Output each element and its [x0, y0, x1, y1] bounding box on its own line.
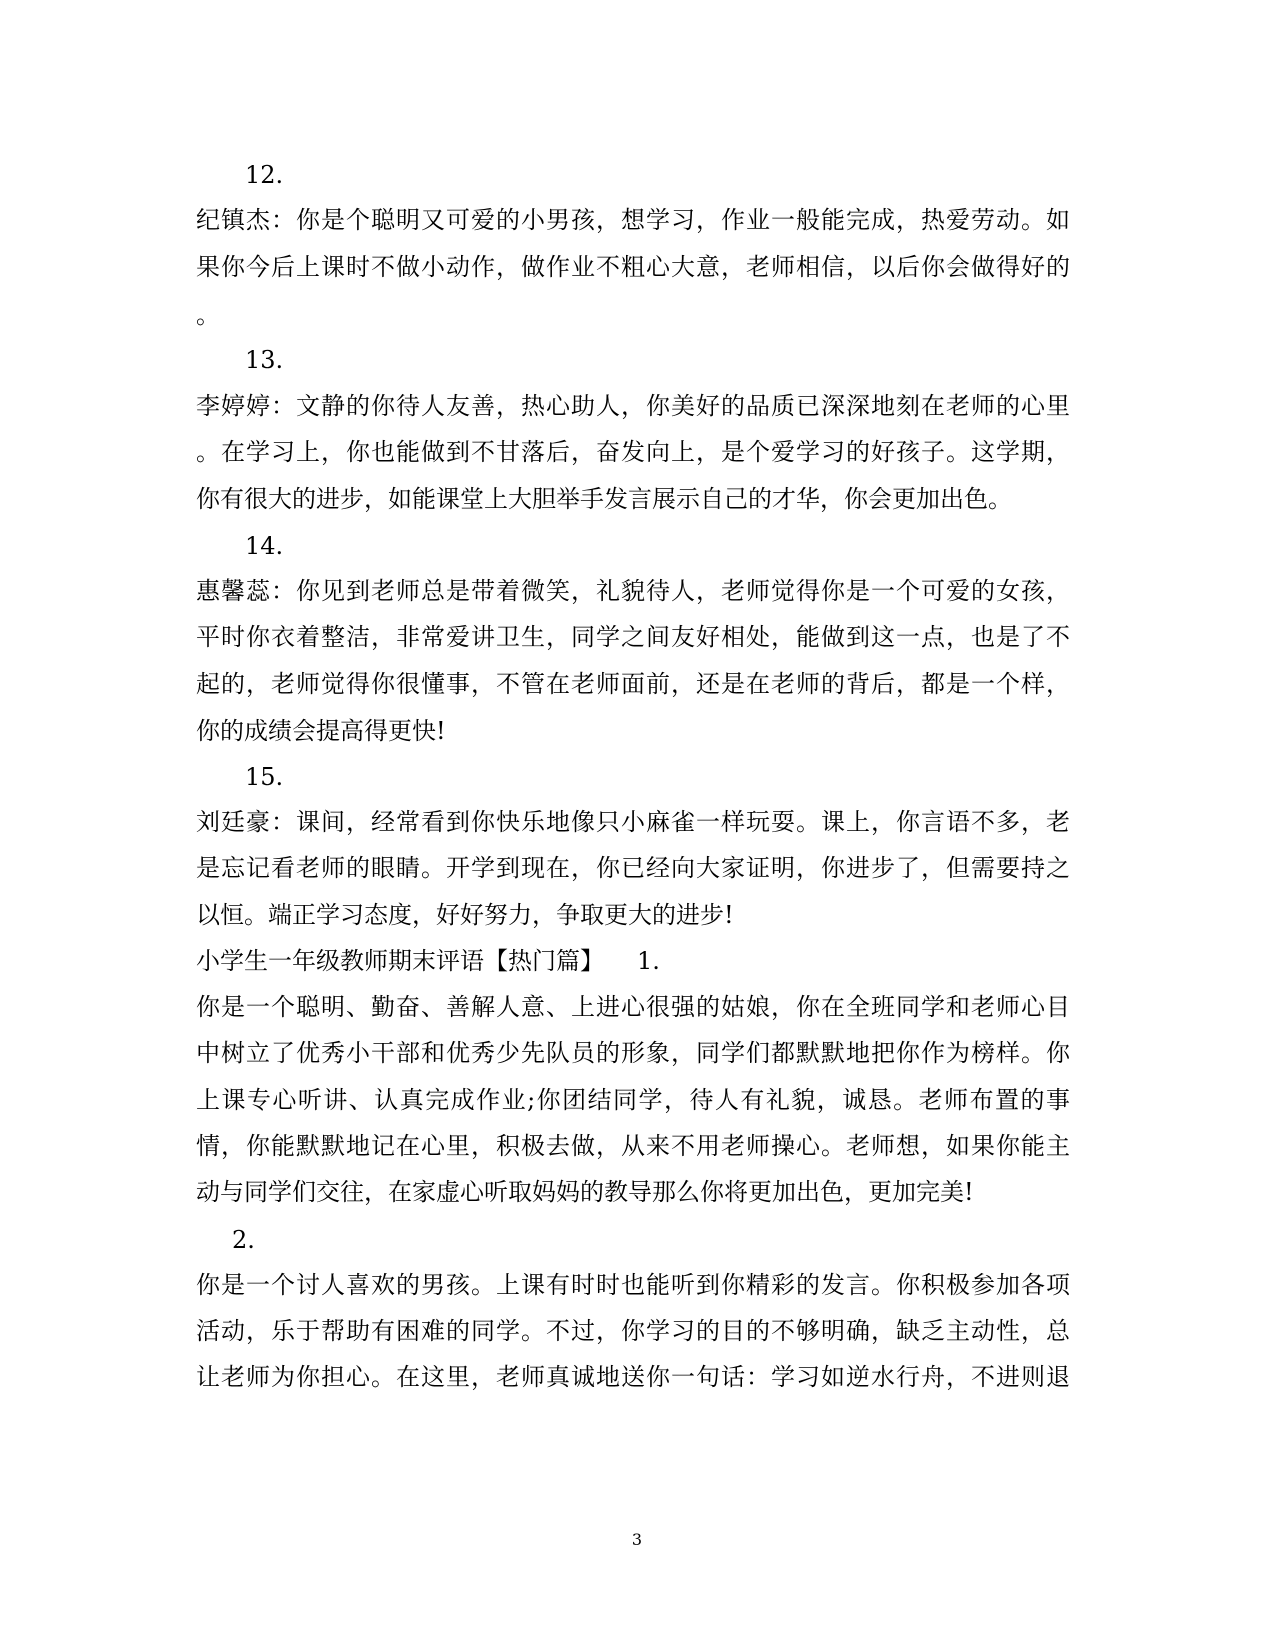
paragraph-line: 活动，乐于帮助有困难的同学。不过，你学习的目的不够明确，缺乏主动性，总 [196, 1317, 1070, 1345]
paragraph-line: 你的成绩会提高得更快! [196, 717, 446, 745]
paragraph-line: 情，你能默默地记在心里，积极去做，从来不用老师操心。老师想，如果你能主 [196, 1132, 1070, 1160]
paragraph-line: 。在学习上，你也能做到不甘落后，奋发向上，是个爱学习的好孩子。这学期， [196, 438, 1070, 466]
paragraph-line: 你有很大的进步，如能课堂上大胆举手发言展示自己的才华，你会更加出色。 [196, 485, 1012, 513]
paragraph-line: 果你今后上课时不做小动作，做作业不粗心大意，老师相信，以后你会做得好的 [196, 253, 1070, 281]
section-heading: 小学生一年级教师期末评语【热门篇】 [196, 947, 604, 975]
item-number: 1. [637, 947, 660, 975]
paragraph-line: 平时你衣着整洁，非常爱讲卫生，同学之间友好相处，能做到这一点，也是了不 [196, 623, 1070, 651]
item-number: 15. [245, 763, 284, 791]
paragraph-line: 你是一个讨人喜欢的男孩。上课有时时也能听到你精彩的发言。你积极参加各项 [196, 1271, 1070, 1299]
paragraph-line: 中树立了优秀小干部和优秀少先队员的形象，同学们都默默地把你作为榜样。你 [196, 1039, 1070, 1067]
page-number: 3 [631, 1530, 643, 1549]
paragraph-line: 刘廷豪：课间，经常看到你快乐地像只小麻雀一样玩耍。课上，你言语不多，老 [196, 808, 1070, 836]
paragraph-line: 惠馨蕊：你见到老师总是带着微笑，礼貌待人，老师觉得你是一个可爱的女孩， [196, 577, 1070, 605]
paragraph-line: 纪镇杰：你是个聪明又可爱的小男孩，想学习，作业一般能完成，热爱劳动。如 [196, 206, 1070, 234]
paragraph-line: 起的，老师觉得你很懂事，不管在老师面前，还是在老师的背后，都是一个样， [196, 670, 1070, 698]
item-number: 14. [245, 532, 284, 560]
paragraph-line: 让老师为你担心。在这里，老师真诚地送你一句话：学习如逆水行舟，不进则退 [196, 1363, 1070, 1391]
paragraph-line: 是忘记看老师的眼睛。开学到现在，你已经向大家证明，你进步了，但需要持之 [196, 854, 1070, 882]
item-number: 2. [232, 1226, 255, 1254]
paragraph-line: 上课专心听讲、认真完成作业;你团结同学，待人有礼貌，诚恳。老师布置的事 [196, 1086, 1070, 1114]
item-number: 12. [245, 161, 284, 189]
paragraph-line: 动与同学们交往，在家虚心听取妈妈的教导那么你将更加出色，更加完美! [196, 1178, 974, 1206]
paragraph-line: 你是一个聪明、勤奋、善解人意、上进心很强的姑娘，你在全班同学和老师心目 [196, 993, 1070, 1021]
paragraph-line: 。 [196, 301, 220, 329]
paragraph-line: 以恒。端正学习态度，好好努力，争取更大的进步! [196, 901, 734, 929]
item-number: 13. [245, 346, 284, 374]
paragraph-line: 李婷婷：文静的你待人友善，热心助人，你美好的品质已深深地刻在老师的心里 [196, 392, 1070, 420]
